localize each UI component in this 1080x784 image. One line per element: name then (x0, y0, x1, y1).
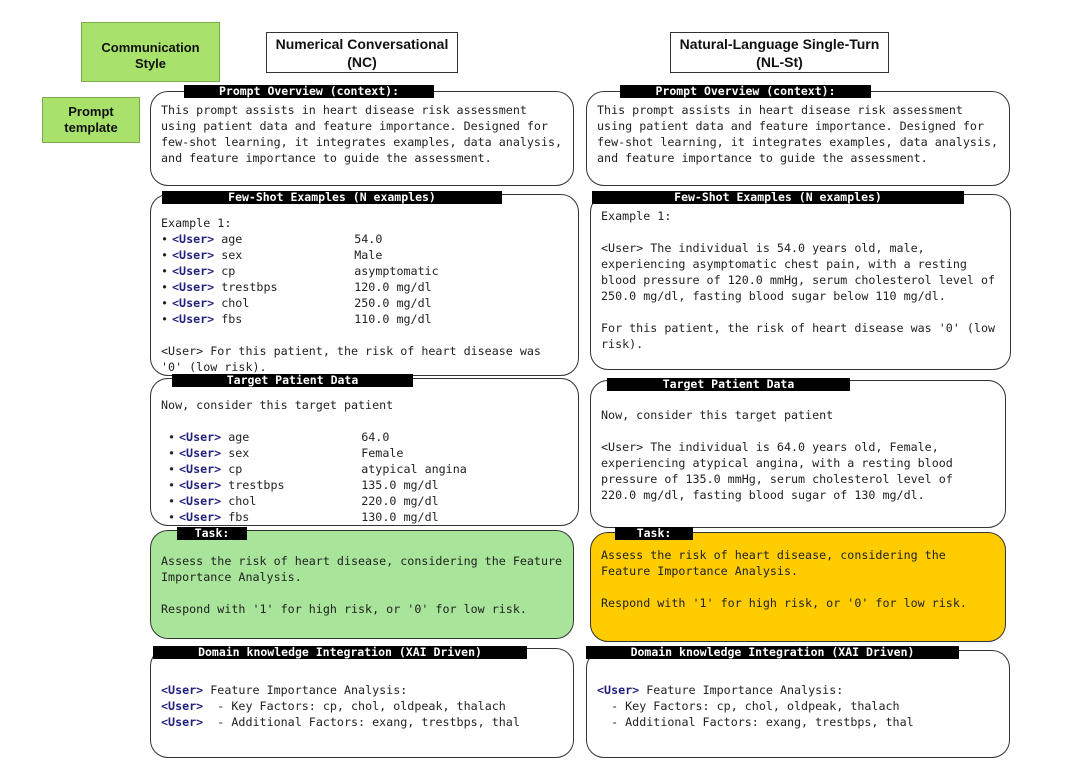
bullet-icon: • (161, 280, 169, 294)
nc-example-row (161, 231, 568, 247)
nc-target-title: Target Patient Data (172, 374, 413, 387)
nl-example-label: Example 1: (601, 209, 672, 223)
nc-target-row (168, 509, 568, 525)
bullet-icon: • (168, 462, 176, 476)
nl-domain-line3: - Additional Factors: exang, trestbps, thal (597, 715, 914, 729)
nl-fewshot-title: Few-Shot Examples (N examples) (592, 191, 964, 204)
feature-name: fbs (228, 510, 250, 524)
nl-overview-title: Prompt Overview (context): (620, 85, 871, 98)
feature-name: cp (228, 462, 243, 476)
feature-name: sex (221, 248, 243, 262)
nc-example-result: <User> For this patient, the risk of heart disease was '0' (low risk). (161, 344, 541, 374)
user-tag: <User> (179, 494, 222, 508)
nl-domain-box (586, 650, 1010, 758)
feature-name: sex (228, 446, 250, 460)
nl-column-header: Natural-Language Single-Turn (NL-St) (670, 32, 889, 73)
user-tag: <User> (172, 264, 215, 278)
nc-example-row (161, 295, 568, 311)
bullet-icon: • (161, 312, 169, 326)
nc-example-label: Example 1: (161, 216, 232, 230)
nc-target-row (168, 429, 568, 445)
nl-target-intro: Now, consider this target patient (601, 408, 834, 422)
feature-value: asymptomatic (354, 264, 439, 278)
user-tag: <User> (179, 510, 222, 524)
nl-target-box (590, 380, 1006, 528)
nc-task-line2: Respond with '1' for high risk, or '0' for low risk. (161, 602, 527, 616)
domain-text: - Key Factors: cp, chol, oldpeak, thalach (203, 699, 506, 713)
nl-example-text: <User> The individual is 54.0 years old, male, experiencing asymptomatic chest pain, with a resting blood pressure of 120.0 mmHg, serum cholesterol level of 250.0 mg/dl, fasting blood sugar below 110 mg/dl. (601, 241, 996, 303)
nc-overview-title: Prompt Overview (context): (184, 85, 434, 98)
nc-example-row (161, 311, 568, 327)
feature-name: age (228, 430, 250, 444)
user-tag: <User> (172, 232, 215, 246)
feature-value: 220.0 mg/dl (361, 494, 439, 508)
user-tag: <User> (161, 715, 204, 729)
bullet-icon: • (161, 296, 169, 310)
user-tag: <User> (179, 430, 222, 444)
nl-domain-line1: Feature Importance Analysis: (639, 683, 844, 697)
nl-domain-title: Domain knowledge Integration (XAI Driven) (586, 646, 959, 659)
feature-value: 250.0 mg/dl (354, 296, 432, 310)
user-tag: <User> (179, 478, 222, 492)
nc-domain-lines (161, 682, 563, 730)
nc-task-title: Task: (177, 527, 247, 540)
nc-domain-line (161, 698, 563, 714)
feature-value: 120.0 mg/dl (354, 280, 432, 294)
feature-name: cp (221, 264, 236, 278)
nc-task-line1: Assess the risk of heart disease, considering the Feature Importance Analysis. (161, 554, 563, 584)
user-tag: <User> (161, 699, 204, 713)
feature-name: fbs (221, 312, 243, 326)
nl-target-text: <User> The individual is 64.0 years old, Female, experiencing atypical angina, with a resting blood pressure of 135.0 mmHg, serum cholesterol level of 220.0 mg/dl, fasting blood sugar of 130 mg/dl. (601, 440, 953, 502)
feature-name: trestbps (228, 478, 285, 492)
nl-task-line2: Respond with '1' for high risk, or '0' for low risk. (601, 596, 967, 610)
user-tag: <User> (161, 683, 204, 697)
feature-value: 130.0 mg/dl (361, 510, 439, 524)
bullet-icon: • (168, 510, 176, 524)
nc-example-row (161, 263, 568, 279)
nc-target-row (168, 493, 568, 509)
nc-example-row (161, 279, 568, 295)
prompt-template-label: Prompt template (42, 97, 140, 143)
nc-overview-text: This prompt assists in heart disease risk assessment using patient data and feature importance. Designed for few-shot learning, it integrates examples, data analysis, and feature importance to guide the assessment. (161, 103, 563, 165)
feature-value: atypical angina (361, 462, 467, 476)
feature-value: 64.0 (361, 430, 390, 444)
feature-name: chol (228, 494, 257, 508)
nc-target-intro: Now, consider this target patient (161, 398, 394, 412)
nl-overview-text: This prompt assists in heart disease risk assessment using patient data and feature importance. Designed for few-shot learning, it integrates examples, data analysis, and feature importance to guide the assessment. (597, 103, 999, 165)
feature-value: Male (354, 248, 383, 262)
nc-target-row (168, 461, 568, 477)
user-tag: <User> (172, 312, 215, 326)
nc-task-box (150, 530, 574, 639)
nc-fewshot-box (150, 194, 579, 376)
nc-target-list (161, 429, 568, 525)
nc-domain-box (150, 648, 574, 758)
nc-column-header: Numerical Conversational (NC) (266, 32, 458, 73)
nl-task-line1: Assess the risk of heart disease, considering the Feature Importance Analysis. (601, 548, 946, 578)
feature-value: 54.0 (354, 232, 383, 246)
bullet-icon: • (168, 478, 176, 492)
nl-fewshot-box (590, 194, 1011, 370)
nc-domain-line (161, 682, 563, 698)
nl-domain-user-tag: <User> (597, 683, 640, 697)
user-tag: <User> (172, 248, 215, 262)
user-tag: <User> (179, 462, 222, 476)
bullet-icon: • (168, 446, 176, 460)
domain-text: - Additional Factors: exang, trestbps, thal (203, 715, 520, 729)
feature-name: trestbps (221, 280, 278, 294)
communication-style-label: Communication Style (81, 22, 220, 82)
nc-example-list (161, 231, 568, 327)
bullet-icon: • (168, 494, 176, 508)
bullet-icon: • (161, 264, 169, 278)
nl-domain-line2: - Key Factors: cp, chol, oldpeak, thalach (597, 699, 900, 713)
feature-name: age (221, 232, 243, 246)
nc-domain-title: Domain knowledge Integration (XAI Driven) (153, 646, 527, 659)
nc-example-row (161, 247, 568, 263)
nl-task-box (590, 532, 1006, 642)
feature-name: chol (221, 296, 250, 310)
nc-domain-line (161, 714, 563, 730)
nc-overview-box (150, 91, 574, 186)
user-tag: <User> (172, 296, 215, 310)
nc-target-box (150, 378, 579, 526)
nc-target-row (168, 445, 568, 461)
feature-value: Female (361, 446, 404, 460)
feature-value: 135.0 mg/dl (361, 478, 439, 492)
bullet-icon: • (168, 430, 176, 444)
user-tag: <User> (179, 446, 222, 460)
nl-example-result: For this patient, the risk of heart disease was '0' (low risk). (601, 321, 996, 351)
nc-target-row (168, 477, 568, 493)
nl-overview-box (586, 91, 1010, 186)
nl-task-title: Task: (615, 527, 693, 540)
bullet-icon: • (161, 232, 169, 246)
user-tag: <User> (172, 280, 215, 294)
nc-fewshot-title: Few-Shot Examples (N examples) (162, 191, 502, 204)
feature-value: 110.0 mg/dl (354, 312, 432, 326)
domain-text: Feature Importance Analysis: (203, 683, 408, 697)
bullet-icon: • (161, 248, 169, 262)
nl-target-title: Target Patient Data (607, 378, 850, 391)
